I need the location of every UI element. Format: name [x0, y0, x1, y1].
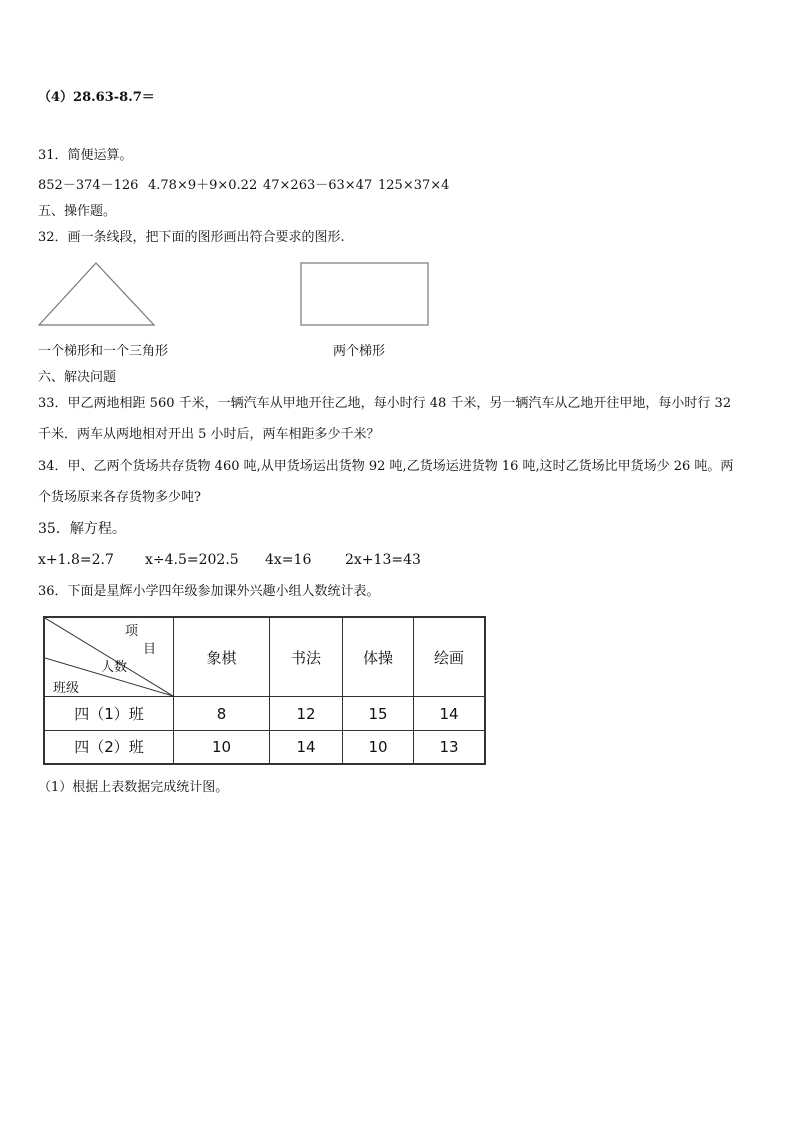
question-35-title: 35．解方程。 — [38, 521, 126, 537]
interest-group-statistics-table — [43, 616, 486, 765]
question-35-equation-3: 4x=16 — [265, 552, 312, 568]
diag-label-item-2: 目 — [143, 642, 157, 657]
question-31-expression-2: 4.78×9＋9×0.22 — [148, 178, 258, 193]
table-cell: 10 — [343, 731, 414, 764]
table-cell: 10 — [174, 731, 270, 764]
question-35-equation-1: x+1.8=2.7 — [38, 552, 114, 568]
table-cell: 12 — [270, 697, 343, 731]
question-31-expression-4: 125×37×4 — [378, 178, 450, 193]
table-cell: 14 — [270, 731, 343, 764]
table-cell: 13 — [414, 731, 486, 764]
question-34-line-1: 34．甲、乙两个货场共存货物 460 吨,从甲货场运出货物 92 吨,乙货场运进货物 16 吨,这时乙货场比甲货场少 26 吨。两 — [38, 459, 734, 474]
question-31-title: 31．简便运算。 — [38, 148, 133, 163]
diag-label-item-1: 项 — [125, 624, 139, 639]
section-5-heading: 五、操作题。 — [38, 204, 117, 219]
question-35-equation-4: 2x+13=43 — [345, 552, 421, 568]
row-label: 四（2）班 — [44, 731, 174, 764]
question-31-expression-3: 47×263－63×47 — [263, 178, 373, 193]
figure-caption-two-trapezoids: 两个梯形 — [333, 344, 386, 359]
question-34-line-2: 个货场原来各存货物多少吨? — [38, 490, 201, 505]
question-35-equation-2: x÷4.5=202.5 — [145, 552, 239, 568]
diag-label-people: 人数 — [101, 660, 128, 675]
section-6-heading: 六、解决问题 — [38, 370, 117, 385]
table-cell: 15 — [343, 697, 414, 731]
figure-caption-trapezoid-triangle: 一个梯形和一个三角形 — [38, 344, 169, 359]
table-header-row — [44, 617, 485, 697]
column-header-chess: 象棋 — [174, 617, 270, 697]
question-36-text: 36．下面是星辉小学四年级参加课外兴趣小组人数统计表。 — [38, 584, 380, 599]
column-header-painting: 绘画 — [414, 617, 486, 697]
question-4-answer-line: （4）28.63-8.7＝ — [38, 90, 155, 105]
diagonal-header-cell — [44, 617, 174, 697]
question-33-line-1: 33．甲乙两地相距 560 千米，一辆汽车从甲地开往乙地，每小时行 48 千米，另一辆汽车从乙地开往甲地，每小时行 32 — [38, 396, 732, 411]
triangle-figure — [36, 260, 158, 328]
question-31-expression-1: 852－374－126 — [38, 178, 139, 193]
question-32-text: 32．画一条线段，把下面的图形画出符合要求的图形. — [38, 230, 345, 245]
column-header-calligraphy: 书法 — [270, 617, 343, 697]
question-33-line-2: 千米．两车从两地相对开出 5 小时后，两车相距多少千米？ — [38, 427, 380, 442]
table-row — [44, 731, 485, 764]
diag-label-class: 班级 — [53, 681, 80, 696]
table-cell: 14 — [414, 697, 486, 731]
table-row — [44, 697, 485, 731]
row-label: 四（1）班 — [44, 697, 174, 731]
rectangle-figure — [299, 261, 430, 327]
column-header-gymnastics: 体操 — [343, 617, 414, 697]
table-cell: 8 — [174, 697, 270, 731]
question-36-subquestion-1: （1）根据上表数据完成统计图。 — [38, 780, 229, 795]
